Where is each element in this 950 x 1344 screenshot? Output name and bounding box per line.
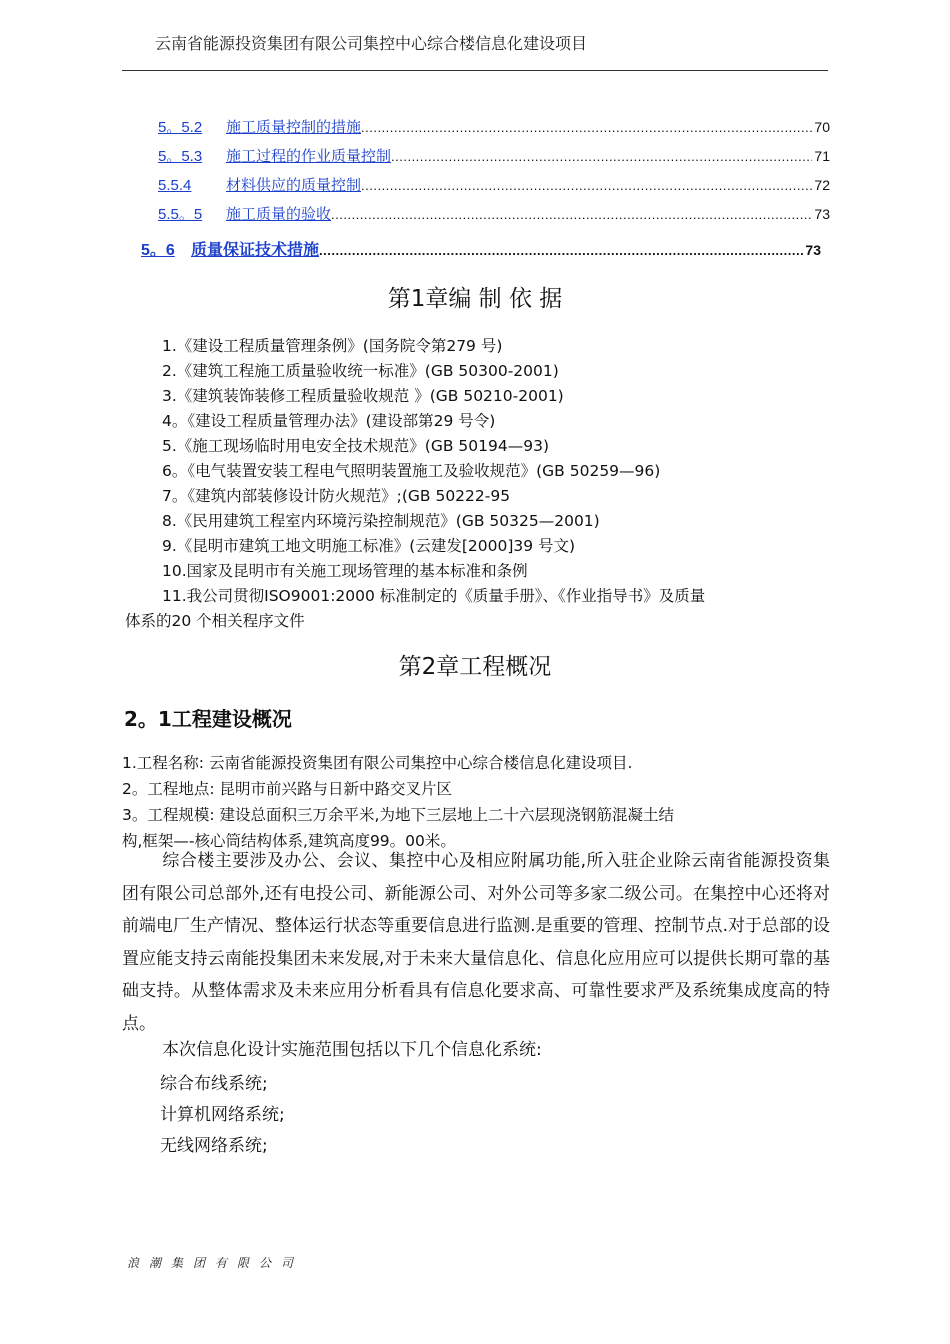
footer-company: 浪潮集团有限公司 <box>127 1256 304 1270</box>
list-item: 11.我公司贯彻ISO9001:2000 标准制定的《质量手册》、《作业指导书》及质量 <box>162 587 706 605</box>
project-scale-line-cont: 构,框架—-核心筒结构体系,建筑高度99。00米。 <box>122 832 456 850</box>
project-location-line: 2。工程地点: 昆明市前兴路与日新中路交叉片区 <box>122 780 453 798</box>
list-item: 3.《建筑装饰装修工程质量验收规范 》(GB 50210-2001) <box>162 387 564 405</box>
list-item: 2.《建筑工程施工质量验收统一标准》(GB 50300-2001) <box>162 362 559 380</box>
toc-number[interactable]: 5。5.2 <box>158 119 203 136</box>
system-item: 无线网络系统; <box>160 1136 268 1156</box>
toc-entry[interactable] <box>158 174 830 200</box>
toc-number[interactable]: 5.5.4 <box>158 177 192 194</box>
list-item: 1.《建设工程质量管理条例》(国务院令第279 号) <box>162 337 503 355</box>
scope-paragraph <box>122 1034 830 1067</box>
toc-leader-dots <box>319 243 803 258</box>
list-item: 9.《昆明市建筑工地文明施工标准》(云建发[2000]39 号文) <box>162 537 576 555</box>
list-item: 8.《民用建筑工程室内环境污染控制规范》(GB 50325—2001) <box>162 512 600 530</box>
toc-leader-dots <box>391 149 812 164</box>
toc-leader-dots <box>361 178 812 193</box>
toc-entry-major[interactable] <box>141 237 821 263</box>
list-item-continuation: 体系的20 个相关程序文件 <box>125 612 305 630</box>
list-item: 5.《施工现场临时用电安全技术规范》(GB 50194—93) <box>162 437 549 455</box>
list-item: 7。《建筑内部装修设计防火规范》;(GB 50222-95 <box>162 487 511 505</box>
overview-text: 综合楼主要涉及办公、会议、集控中心及相应附属功能,所入驻企业除云南省能源投资集团有限公司总部外,还有电投公司、新能源公司、对外公司等多家二级公司。在集控中心还将对前端电厂生产情况、整体运行状态等重要信息进行监测.是重要的管理、控制节点.对于总部的设置应能支持云南能投集团未来发展,对于未来大量信息化、信息化应用应可以提供长期可靠的基础支持。从整体需求及未来应用分析看具有信息化要求高、可靠性要求严及系统集成度高的特点。 <box>122 851 830 1034</box>
list-item: 10.国家及昆明市有关施工现场管理的基本标准和条例 <box>162 562 528 580</box>
toc-entry[interactable] <box>158 203 830 229</box>
toc-leader-dots <box>361 120 812 135</box>
project-scale-line: 3。工程规模: 建设总面积三万余平米,为地下三层地上二十六层现浇钢筋混凝土结 <box>122 806 674 824</box>
toc-label[interactable]: 施工过程的作业质量控制 <box>226 147 392 165</box>
chapter-1-title: 第1章编 制 依 据 <box>387 286 563 312</box>
list-item: 6。《电气装置安装工程电气照明装置施工及验收规范》(GB 50259—96) <box>162 462 661 480</box>
toc-entry[interactable] <box>158 116 830 142</box>
toc-page-number: 73 <box>805 242 821 258</box>
list-item: 4。《建设工程质量管理办法》(建设部第29 号令) <box>162 412 496 430</box>
scope-text: 本次信息化设计实施范围包括以下几个信息化系统: <box>162 1040 542 1060</box>
toc-number[interactable]: 5.5。5 <box>158 206 203 223</box>
toc-label[interactable]: 质量保证技术措施 <box>191 240 320 259</box>
toc-page-number: 70 <box>814 119 830 135</box>
toc-page-number: 71 <box>814 148 830 164</box>
toc-label[interactable]: 施工质量控制的措施 <box>226 118 362 136</box>
toc-page-number: 72 <box>814 177 830 193</box>
section-title: 2。1工程建设概况 <box>124 707 292 731</box>
toc-label[interactable]: 材料供应的质量控制 <box>226 176 362 194</box>
toc-leader-dots <box>331 207 812 222</box>
toc-entry[interactable] <box>158 145 830 171</box>
chapter-2-title: 第2章工程概况 <box>398 654 552 680</box>
toc-label[interactable]: 施工质量的验收 <box>226 205 332 223</box>
toc-page-number: 73 <box>814 206 830 222</box>
system-item: 计算机网络系统; <box>160 1105 285 1125</box>
toc-number[interactable]: 5。6 <box>141 242 175 259</box>
header-divider <box>122 70 828 71</box>
overview-paragraph <box>122 845 830 1040</box>
toc-number[interactable]: 5。5.3 <box>158 148 203 165</box>
system-item: 综合布线系统; <box>160 1074 268 1094</box>
project-name-line: 1.工程名称: 云南省能源投资集团有限公司集控中心综合楼信息化建设项目. <box>122 754 633 772</box>
header-title: 云南省能源投资集团有限公司集控中心综合楼信息化建设项目 <box>155 34 588 53</box>
